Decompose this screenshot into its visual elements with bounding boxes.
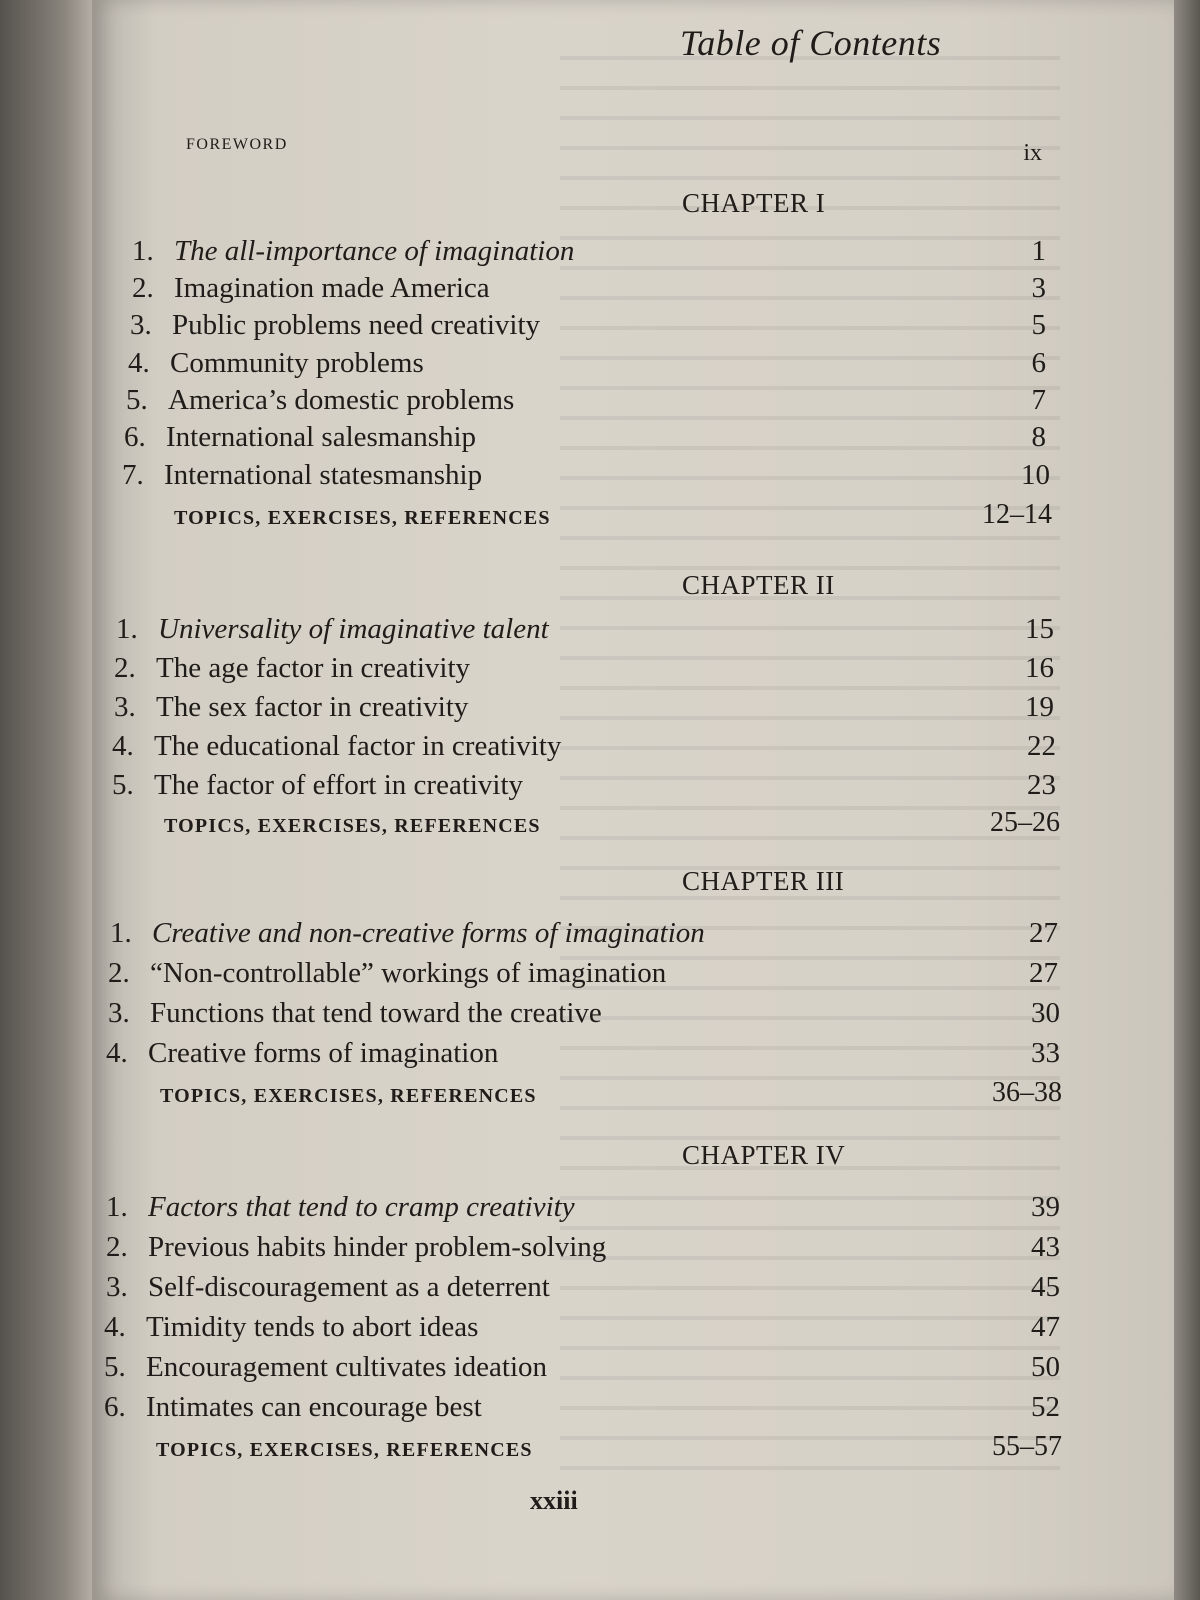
entry-number: 1. bbox=[110, 917, 132, 949]
page-title: Table of Contents bbox=[680, 23, 942, 63]
toc-entry bbox=[122, 456, 1050, 494]
toc-entry bbox=[116, 610, 1054, 648]
entry-number: 1. bbox=[106, 1191, 128, 1223]
entry-page: 27 bbox=[1029, 917, 1058, 949]
entry-page: 43 bbox=[1031, 1231, 1060, 1263]
toc-entry bbox=[108, 994, 1060, 1032]
entry-title: Universality of imaginative talent bbox=[158, 613, 549, 645]
entry-title: The all-importance of imagination bbox=[174, 235, 575, 267]
entry-page: 10 bbox=[1021, 459, 1050, 491]
entry-page: 3 bbox=[1031, 272, 1046, 304]
topics-pages: 25–26 bbox=[990, 807, 1060, 838]
book-spine-shadow bbox=[0, 0, 92, 1600]
entry-page: 23 bbox=[1027, 769, 1056, 801]
entry-page: 5 bbox=[1031, 309, 1046, 341]
page-edge bbox=[1174, 0, 1200, 1600]
entry-number: 5. bbox=[112, 769, 134, 801]
topics-label: TOPICS, EXERCISES, REFERENCES bbox=[164, 815, 541, 837]
topics-exercises-references bbox=[114, 1428, 1062, 1466]
topics-label: TOPICS, EXERCISES, REFERENCES bbox=[160, 1085, 537, 1107]
toc-entry bbox=[106, 1228, 1060, 1266]
entry-page: 52 bbox=[1031, 1391, 1060, 1423]
entry-title: International salesmanship bbox=[166, 421, 477, 453]
entry-page: 47 bbox=[1031, 1311, 1060, 1343]
toc-entry bbox=[108, 954, 1058, 992]
topics-exercises-references bbox=[132, 496, 1052, 534]
entry-number: 4. bbox=[106, 1037, 128, 1069]
entry-number: 4. bbox=[128, 347, 150, 379]
chapter-heading: CHAPTER III bbox=[682, 866, 845, 896]
entry-number: 1. bbox=[116, 613, 138, 645]
toc-entry bbox=[130, 306, 1046, 344]
foreword-page-number: ix bbox=[1023, 140, 1042, 166]
entry-number: 4. bbox=[112, 730, 134, 762]
toc-entry bbox=[104, 1388, 1060, 1426]
entry-title: Self-discouragement as a deterrent bbox=[148, 1271, 550, 1303]
entry-number: 7. bbox=[122, 459, 144, 491]
entry-page: 33 bbox=[1031, 1037, 1060, 1069]
entry-title: The age factor in creativity bbox=[156, 652, 471, 684]
entry-title: The educational factor in creativity bbox=[154, 730, 562, 762]
entry-title: Timidity tends to abort ideas bbox=[146, 1311, 479, 1343]
entry-title: Imagination made America bbox=[174, 272, 490, 304]
chapter-heading: CHAPTER II bbox=[682, 570, 835, 600]
topics-label: TOPICS, EXERCISES, REFERENCES bbox=[174, 507, 551, 529]
entry-number: 1. bbox=[132, 235, 154, 267]
entry-number: 3. bbox=[114, 691, 136, 723]
toc-entry bbox=[106, 1188, 1060, 1226]
entry-page: 27 bbox=[1029, 957, 1058, 989]
entry-page: 16 bbox=[1025, 652, 1054, 684]
entry-page: 45 bbox=[1031, 1271, 1060, 1303]
toc-entry bbox=[114, 649, 1054, 687]
entry-page: 50 bbox=[1031, 1351, 1060, 1383]
topics-pages: 55–57 bbox=[992, 1431, 1062, 1462]
entry-title: Factors that tend to cramp creativity bbox=[148, 1191, 575, 1223]
entry-page: 7 bbox=[1031, 384, 1046, 416]
entry-page: 15 bbox=[1025, 613, 1054, 645]
toc-entry bbox=[132, 269, 1046, 307]
entry-number: 3. bbox=[106, 1271, 128, 1303]
entry-number: 5. bbox=[104, 1351, 126, 1383]
foreword-label: FOREWORD bbox=[186, 136, 288, 153]
entry-page: 22 bbox=[1027, 730, 1056, 762]
entry-title: America’s domestic problems bbox=[168, 384, 515, 416]
entry-title: Public problems need creativity bbox=[172, 309, 541, 341]
entry-number: 2. bbox=[114, 652, 136, 684]
topics-label: TOPICS, EXERCISES, REFERENCES bbox=[156, 1439, 533, 1461]
toc-entry bbox=[132, 232, 1046, 270]
toc-entry bbox=[104, 1348, 1060, 1386]
topics-exercises-references bbox=[118, 1074, 1062, 1112]
entry-title: The sex factor in creativity bbox=[156, 691, 469, 723]
toc-entry bbox=[112, 727, 1056, 765]
chapter-heading: CHAPTER I bbox=[682, 188, 826, 218]
entry-page: 39 bbox=[1031, 1191, 1060, 1223]
toc-entry bbox=[126, 381, 1046, 419]
entry-title: The factor of effort in creativity bbox=[154, 769, 524, 801]
toc-entry bbox=[128, 344, 1046, 382]
entry-number: 3. bbox=[108, 997, 130, 1029]
chapter-heading: CHAPTER IV bbox=[682, 1140, 846, 1170]
entry-number: 6. bbox=[104, 1391, 126, 1423]
entry-title: Encouragement cultivates ideation bbox=[146, 1351, 548, 1383]
topics-pages: 12–14 bbox=[982, 499, 1052, 530]
toc-entry bbox=[112, 766, 1056, 804]
toc-entry bbox=[106, 1268, 1060, 1306]
entry-number: 2. bbox=[106, 1231, 128, 1263]
entry-number: 3. bbox=[130, 309, 152, 341]
toc-entry bbox=[114, 688, 1054, 726]
entry-title: International statesmanship bbox=[164, 459, 483, 491]
entry-number: 4. bbox=[104, 1311, 126, 1343]
entry-title: Creative and non-creative forms of imagination bbox=[152, 917, 705, 949]
entry-number: 2. bbox=[108, 957, 130, 989]
entry-title: “Non-controllable” workings of imagination bbox=[150, 957, 667, 989]
entry-number: 6. bbox=[124, 421, 146, 453]
toc-entry bbox=[110, 914, 1058, 952]
toc-entry bbox=[124, 418, 1046, 456]
page-folio-number: xxiii bbox=[530, 1486, 578, 1515]
entry-page: 1 bbox=[1031, 235, 1046, 267]
topics-pages: 36–38 bbox=[992, 1077, 1062, 1108]
entry-title: Creative forms of imagination bbox=[148, 1037, 499, 1069]
entry-title: Previous habits hinder problem-solving bbox=[148, 1231, 607, 1263]
entry-page: 8 bbox=[1031, 421, 1046, 453]
entry-page: 19 bbox=[1025, 691, 1054, 723]
toc-entry bbox=[104, 1308, 1060, 1346]
topics-exercises-references bbox=[122, 804, 1060, 842]
entry-title: Functions that tend toward the creative bbox=[150, 997, 602, 1029]
entry-page: 30 bbox=[1031, 997, 1060, 1029]
toc-entry bbox=[106, 1034, 1060, 1072]
entry-title: Intimates can encourage best bbox=[146, 1391, 482, 1423]
entry-number: 2. bbox=[132, 272, 154, 304]
entry-number: 5. bbox=[126, 384, 148, 416]
entry-title: Community problems bbox=[170, 347, 424, 379]
entry-page: 6 bbox=[1031, 347, 1046, 379]
